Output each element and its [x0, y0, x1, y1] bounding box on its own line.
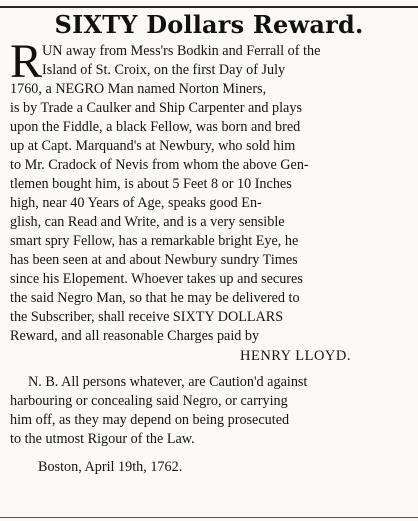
- body-line: upon the Fiddle, a black Fellow, was born and bred: [10, 119, 301, 135]
- body-line: Island of St. Croix, on the first Day of July: [42, 62, 286, 78]
- body-line: UN away from Mess'rs Bodkin and Ferrall of the: [42, 43, 321, 59]
- body-line: to Mr. Cradock of Nevis from whom the above Gen-: [10, 157, 309, 173]
- body-line: the said Negro Man, so that he may be delivered to: [10, 290, 300, 306]
- body-line: tlemen bought him, is about 5 Feet 8 or 10 Inches: [10, 176, 292, 192]
- reward-headline: SIXTY Dollars Reward.: [54, 10, 364, 39]
- note-line: to the utmost Rigour of the Law.: [10, 431, 195, 447]
- body-line: has been seen at and about Newbury sundry Times: [10, 252, 298, 268]
- drop-cap: R: [10, 35, 43, 88]
- body-line: the Subscriber, shall receive SIXTY DOLLARS: [10, 309, 284, 325]
- body-line: since his Elopement. Whoever takes up and secures: [10, 271, 303, 287]
- body-line: 1760, a NEGRO Man named Norton Miners,: [10, 81, 267, 97]
- advertiser-signature: HENRY LLOYD.: [240, 348, 351, 364]
- body-line: high, near 40 Years of Age, speaks good En-: [10, 195, 262, 211]
- body-line: glish, can Read and Write, and is a very sensible: [10, 214, 285, 230]
- body-line: Reward, and all reasonable Charges paid by: [10, 328, 260, 344]
- body-line: smart spry Fellow, has a remarkable bright Eye, he: [10, 233, 299, 249]
- body-line: up at Capt. Marquand's at Newbury, who sold him: [10, 138, 296, 154]
- dateline: Boston, April 19th, 1762.: [38, 459, 183, 475]
- note-line: him off, as they may depend on being prosecuted: [10, 412, 290, 428]
- note-line: harbouring or concealing said Negro, or carrying: [10, 393, 288, 409]
- body-line: is by Trade a Caulker and Ship Carpenter and plays: [10, 100, 302, 116]
- bottom-rule: [0, 517, 418, 518]
- note-line: N. B. All persons whatever, are Caution'd against: [28, 374, 308, 390]
